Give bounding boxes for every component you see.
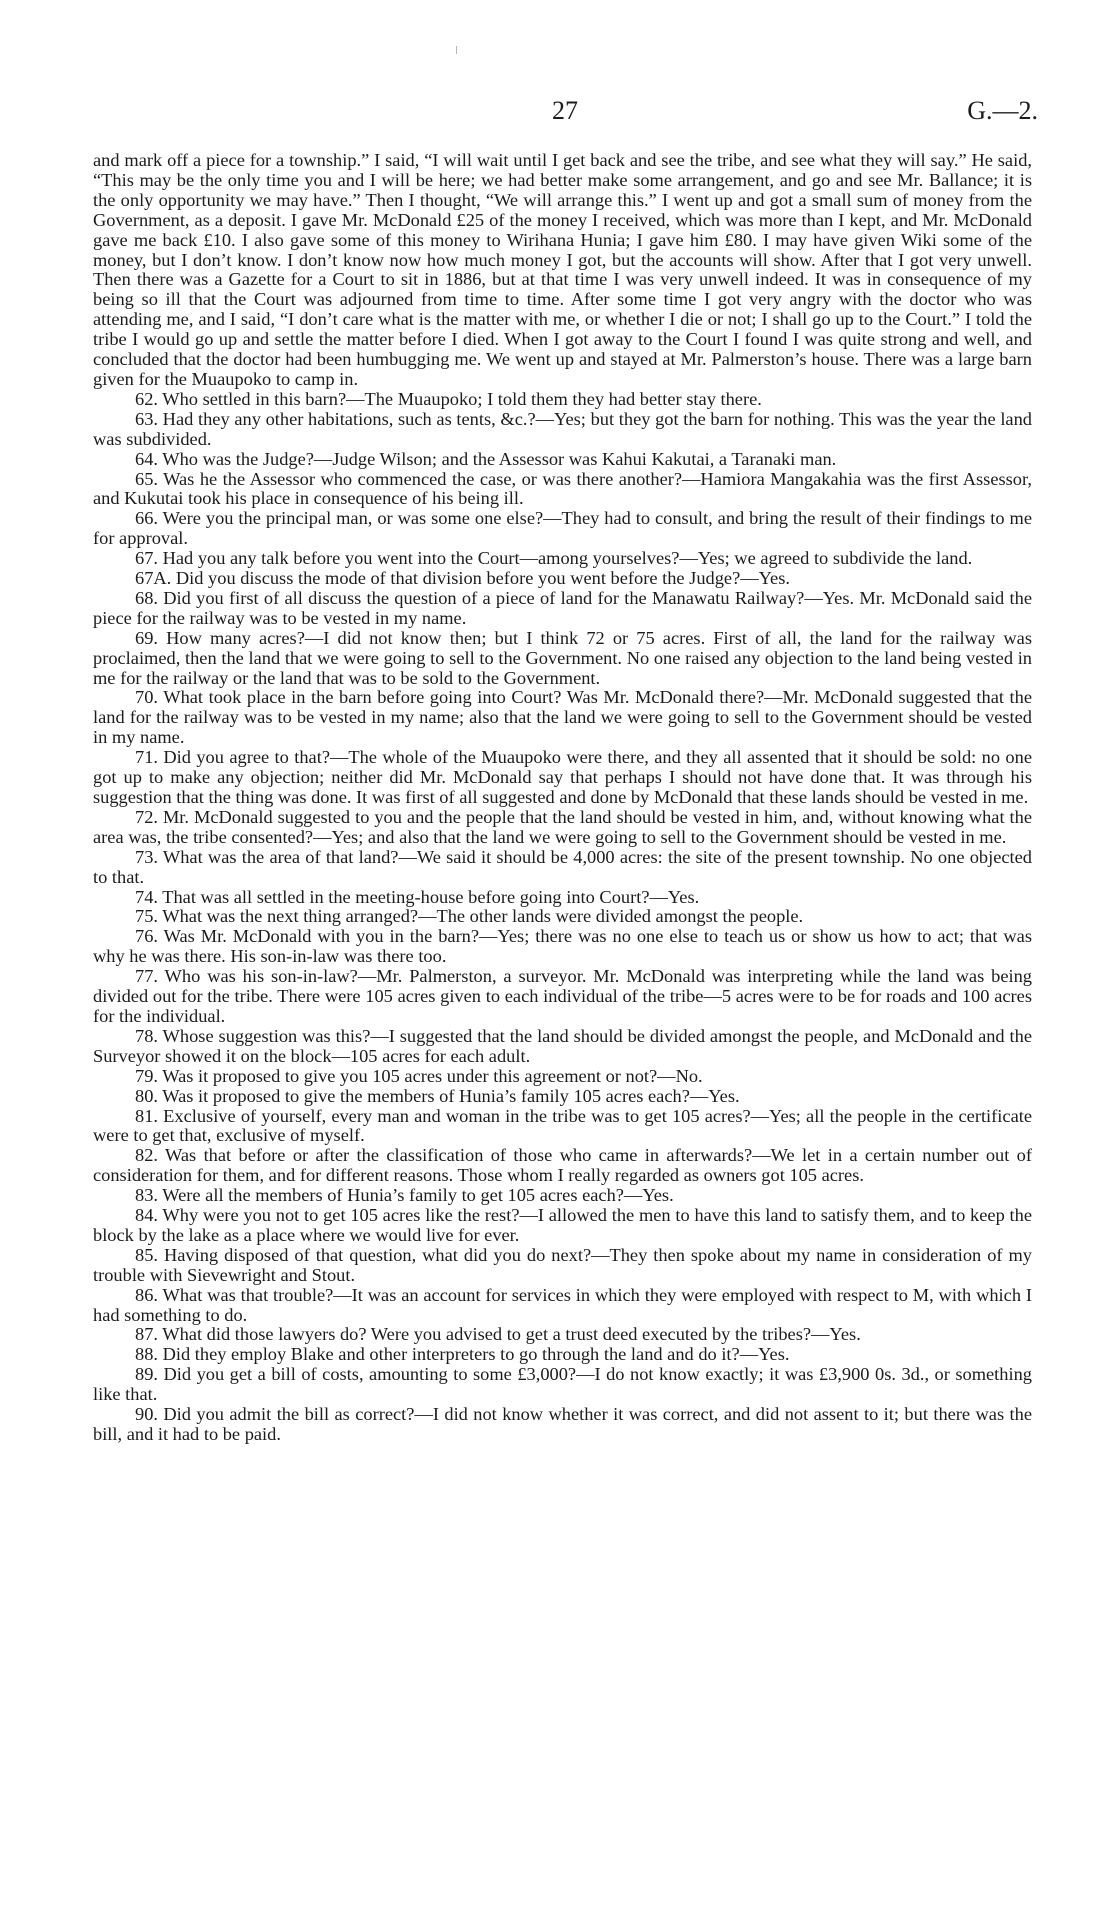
- paragraph: 64. Who was the Judge?—Judge Wilson; and the Assessor was Kahui Kakutai, a Taranaki man.: [135, 448, 837, 469]
- paragraph: 77. Who was his son-in-law?—Mr. Palmerston, a surveyor. Mr. McDonald was interpreting while the land was being divided out for the tribe. There were 105 acres given to each individual of the tribe—5 acres were to be for roads and 100 acres for the individual.: [93, 966, 1032, 1026]
- paragraph: 68. Did you first of all discuss the question of a piece of land for the Manawatu Railway?—Yes. Mr. McDonald said the piece for the railway was to be vested in my name.: [93, 587, 1032, 628]
- paragraph: 80. Was it proposed to give the members of Hunia’s family 105 acres each?—Yes.: [135, 1085, 740, 1106]
- paragraph: 65. Was he the Assessor who commenced the case, or was there another?—Hamiora Mangakahia was the first Assessor, and Kukutai took his place in consequence of his being ill.: [93, 468, 1032, 509]
- paragraph: 75. What was the next thing arranged?—The other lands were divided amongst the people.: [135, 906, 804, 927]
- scan-mark: [456, 46, 457, 54]
- paragraph: 89. Did you get a bill of costs, amounting to some £3,000?—I do not know exactly; it was £3,900 0s. 3d., or something like that.: [93, 1364, 1032, 1405]
- page-header: [0, 96, 1114, 132]
- paragraph: 84. Why were you not to get 105 acres like the rest?—I allowed the men to have this land to satisfy them, and to keep the block by the lake as a place where we would live for ever.: [93, 1205, 1032, 1245]
- paragraph: 86. What was that trouble?—It was an account for services in which they were employed with respect to M, with which I had something to do.: [93, 1284, 1032, 1325]
- paragraph: 87. What did those lawyers do? Were you advised to get a trust deed executed by the tribes?—Yes.: [135, 1324, 861, 1345]
- paragraph: 78. Whose suggestion was this?—I suggested that the land should be divided amongst the people, and McDonald and the Surveyor showed it on the block—105 acres for each adult.: [93, 1025, 1032, 1066]
- paragraph: 62. Who settled in this barn?—The Muaupoko; I told them they had better stay there.: [135, 388, 762, 409]
- paragraph: 83. Were all the members of Hunia’s family to get 105 acres each?—Yes.: [135, 1185, 674, 1206]
- paragraph: 73. What was the area of that land?—We said it should be 4,000 acres: the site of the present township. No one objected to that.: [93, 846, 1032, 887]
- paragraph: 63. Had they any other habitations, such as tents, &c.?—Yes; but they got the barn for nothing. This was the year the land was subdivided.: [93, 408, 1032, 449]
- series-code: G.—2.: [967, 96, 1038, 125]
- page-body: [93, 151, 1032, 1445]
- paragraph: 66. Were you the principal man, or was some one else?—They had to consult, and bring the result of their findings to me for approval.: [93, 508, 1032, 549]
- paragraph: 72. Mr. McDonald suggested to you and the people that the land should be vested in him, and, without knowing what the area was, the tribe consented?—Yes; and also that the land we were going to sell to the Government should be vested in me.: [93, 806, 1032, 847]
- paragraph: 82. Was that before or after the classification of those who came in afterwards?—We let in a certain number out of consideration for them, and for different reasons. Those whom I really regarded as owners got 105 acres.: [93, 1145, 1032, 1186]
- paragraph: and mark off a piece for a township.” I said, “I will wait until I get back and see the tribe, and see what they will say.” He said, “This may be the only time you and I will be here; we had better make some arrangement, and go and see Mr. Ballance; it is the only opportunity we may have.” Then I thought, “We will arrange this.” I went up and got a small sum of money from the Government, as a deposit. I gave Mr. McDonald £25 of the money I received, which was more than I kept, and Mr. McDonald gave me back £10. I also gave some of this money to Wirihana Hunia; I gave him £80. I may have given Wiki some of the money, but I don’t know. I don’t know now how much money I got, but the accounts will show. After that I got very unwell. Then there was a Gazette for a Court to sit in 1886, but at that time I was very unwell indeed. It was in consequence of my being so ill that the Court was adjourned from time to time. After some time I got very angry with the doctor who was attending me, and I said, “I don’t care what is the matter with me, or whether I die or not; I shall go up to the Court.” I told the tribe I would go up and settle the matter before I died. When I got away to the Court I found I was quite strong and well, and concluded that the doctor had been humbugging me. We went up and stayed at Mr. Palmerston’s house. There was a large barn given for the Muaupoko to camp in.: [93, 150, 1032, 389]
- paragraph: 79. Was it proposed to give you 105 acres under this agreement or not?—No.: [135, 1065, 703, 1086]
- page-number: 27: [552, 96, 578, 125]
- paragraph: 76. Was Mr. McDonald with you in the barn?—Yes; there was no one else to teach us or show us how to act; that was why he was there. His son-in-law was there too.: [93, 926, 1032, 967]
- paragraph: 90. Did you admit the bill as correct?—I did not know whether it was correct, and did not assent to it; but there was the bill, and it had to be paid.: [93, 1404, 1032, 1444]
- paragraph: 74. That was all settled in the meeting-house before going into Court?—Yes.: [135, 886, 700, 907]
- paragraph: 67A. Did you discuss the mode of that division before you went before the Judge?—Yes.: [135, 568, 790, 589]
- paragraph: 88. Did they employ Blake and other interpreters to go through the land and do it?—Yes.: [135, 1344, 790, 1365]
- paragraph: 71. Did you agree to that?—The whole of the Muaupoko were there, and they all assented that it should be sold: no one got up to make any objection; neither did Mr. McDonald say that perhaps I should not have done that. It was through his suggestion that the thing was done. It was first of all suggested and done by McDonald that these lands should be vested in me.: [93, 747, 1032, 807]
- paragraph: 85. Having disposed of that question, what did you do next?—They then spoke about my name in consideration of my trouble with Sievewright and Stout.: [93, 1244, 1032, 1285]
- paragraph: 67. Had you any talk before you went into the Court—among yourselves?—Yes; we agreed to subdivide the land.: [135, 548, 973, 569]
- paragraph: 69. How many acres?—I did not know then; but I think 72 or 75 acres. First of all, the land for the railway was proclaimed, then the land that we were going to sell to the Government. No one raised any objection to the land being vested in me for the railway or the land that was to be sold to the Government.: [93, 627, 1032, 688]
- paragraph: 81. Exclusive of yourself, every man and woman in the tribe was to get 105 acres?—Yes; all the people in the certificate were to get that, exclusive of myself.: [93, 1105, 1032, 1146]
- paragraph: 70. What took place in the barn before going into Court? Was Mr. McDonald there?—Mr. McDonald suggested that the land for the railway was to be vested in my name; also that the land we were going to sell to the Government should be vested in my name.: [93, 687, 1032, 748]
